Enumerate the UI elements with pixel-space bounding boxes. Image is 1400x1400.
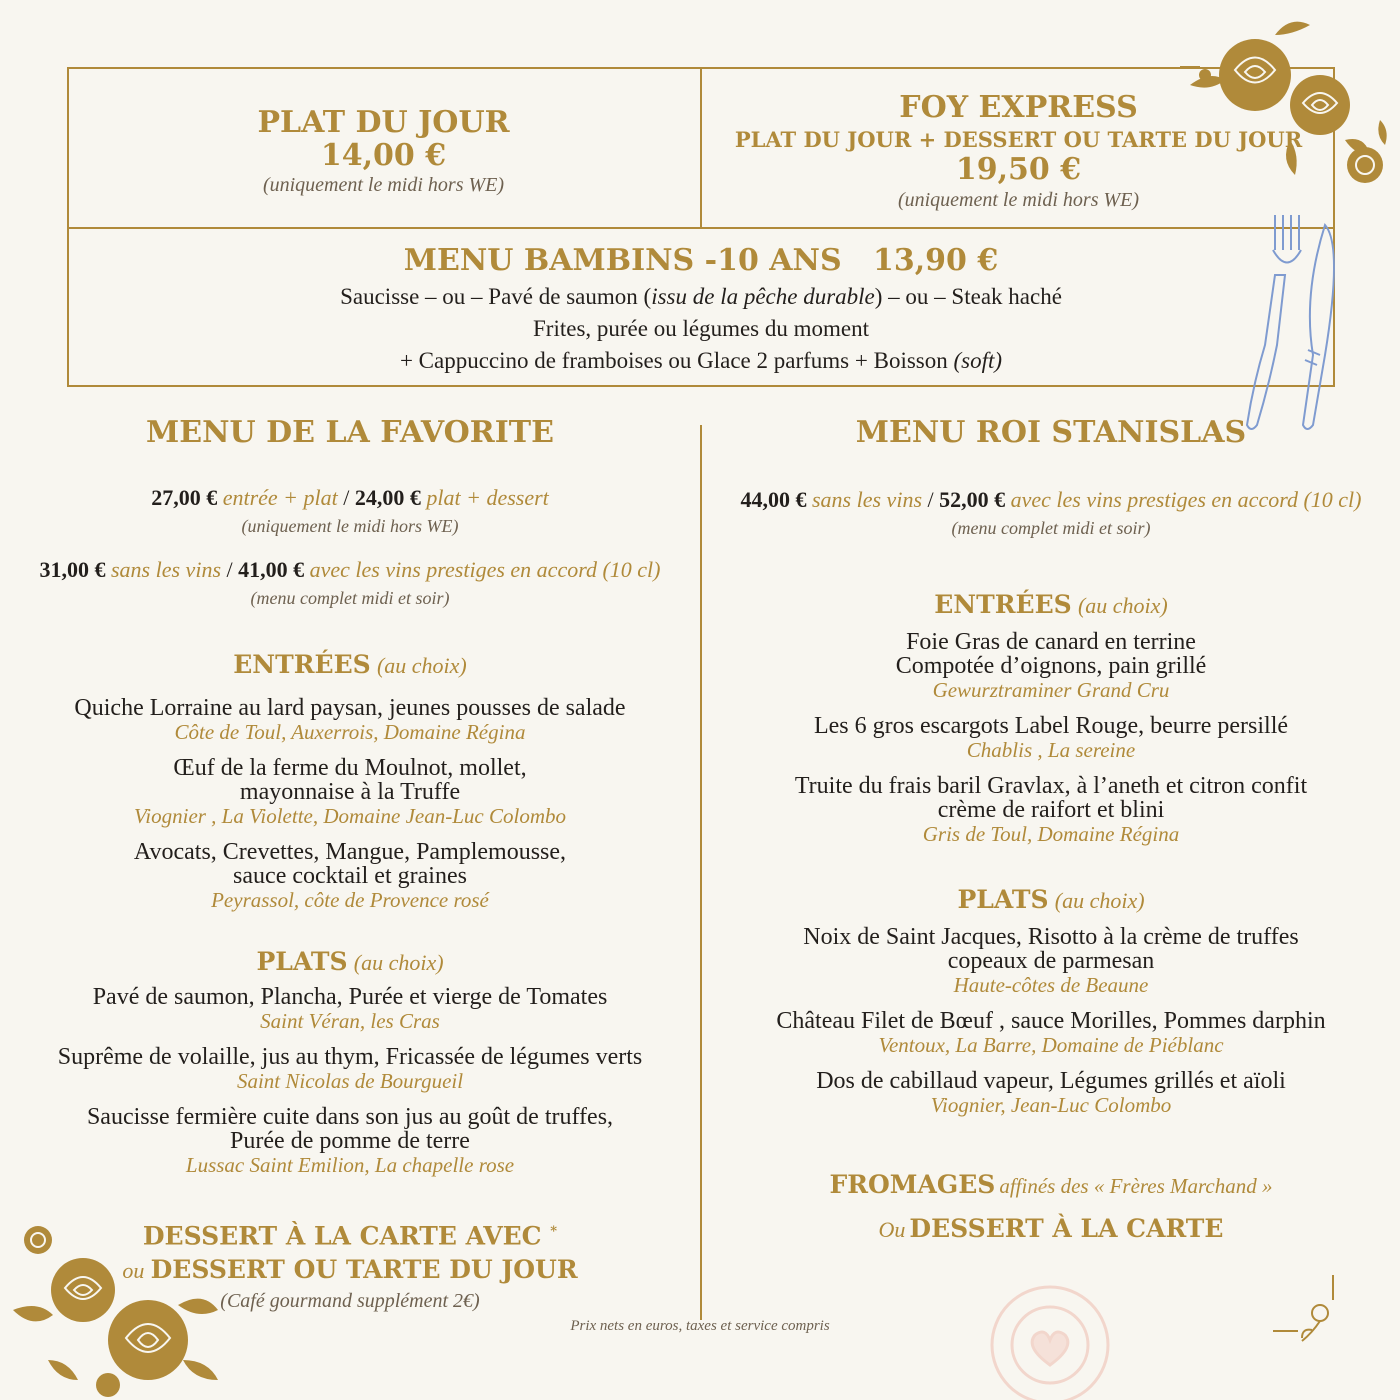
bambins-line-1 — [67, 281, 1335, 313]
menu-favorite — [0, 413, 700, 1314]
bambins-line-1a: Saucisse – ou – Pavé de saumon ( — [340, 284, 652, 309]
favorite-price-line-1: 27,00 € entrée + plat / 24,00 € plat + dessert — [151, 485, 549, 510]
stanislas-price-note: (menu complet midi et soir) — [951, 518, 1151, 538]
favorite-price-note-1: (uniquement le midi hors WE) — [241, 516, 459, 536]
favorite-dessert-2: DESSERT OU TARTE DU JOUR — [150, 1255, 578, 1285]
bambins-line-1c: ) – ou – Steak haché — [874, 284, 1062, 309]
dish-name: Œuf de la ferme du Moulnot, mollet, — [173, 755, 527, 781]
dish-name: Les 6 gros escargots Label Rouge, beurre persillé — [813, 713, 1289, 739]
top-frame-hline — [67, 227, 1335, 229]
wine-pairing: Peyrassol, côte de Provence rosé — [211, 888, 489, 912]
stanislas-price-a: 44,00 € — [740, 487, 807, 512]
coffee-cup-icon — [985, 1280, 1115, 1400]
wine-pairing: Ventoux, La Barre, Domaine de Piéblanc — [878, 1033, 1224, 1057]
favorite-plats-heading — [0, 942, 700, 983]
favorite-price-2a: 31,00 € — [39, 557, 106, 582]
dish-name: Avocats, Crevettes, Mangue, Pamplemousse, — [133, 839, 567, 865]
favorite-price-1b-label: plat + dessert — [426, 485, 549, 510]
stanislas-entree-item — [702, 774, 1400, 846]
stanislas-entrees-choice: (au choix) — [1077, 593, 1168, 618]
stanislas-plats-heading — [702, 880, 1400, 921]
stanislas-entree-item — [702, 630, 1400, 702]
favorite-plat-item — [0, 1105, 700, 1177]
favorite-entrees-title: ENTRÉES — [233, 650, 371, 679]
menu-stanislas — [702, 413, 1400, 1251]
favorite-entrees-choice: (au choix) — [376, 653, 467, 678]
favorite-plats-title: PLATS — [256, 947, 348, 976]
favorite-dessert-ou: ou — [122, 1258, 145, 1284]
wine-pairing: Haute-côtes de Beaune — [953, 973, 1149, 997]
favorite-price-2a-label: sans les vins — [111, 557, 221, 582]
dish-name: Truite du frais baril Gravlax, à l’aneth et citron confit — [794, 773, 1308, 799]
plat-du-jour-note: (uniquement le midi hors WE) — [262, 174, 505, 196]
foy-express-block — [702, 90, 1335, 214]
favorite-price-2b-label: avec les vins prestiges en accord (10 cl) — [309, 557, 661, 582]
dish-name-line-2: copeaux de parmesan — [947, 948, 1155, 974]
bambins-title: MENU BAMBINS -10 ANS 13,90 € — [403, 243, 999, 278]
favorite-price-note-2: (menu complet midi et soir) — [250, 588, 450, 608]
stanislas-plat-item — [702, 1009, 1400, 1057]
bambins-line-1b: issu de la pêche durable — [651, 284, 875, 309]
dish-name: Pavé de saumon, Plancha, Purée et vierge de Tomates — [92, 984, 608, 1010]
wine-pairing: Côte de Toul, Auxerrois, Domaine Régina — [174, 720, 526, 744]
dish-name-line-2: Purée de pomme de terre — [230, 1128, 470, 1154]
foy-express-note: (uniquement le midi hors WE) — [897, 189, 1140, 211]
dish-name: Château Filet de Bœuf , sauce Morilles, Pommes darphin — [776, 1008, 1326, 1034]
favorite-dessert-line-2 — [0, 1253, 700, 1288]
wine-pairing: Lussac Saint Emilion, La chapelle rose — [185, 1153, 515, 1177]
stanislas-fromages-line — [702, 1167, 1400, 1207]
dish-name-line-2: crème de raifort et blini — [937, 797, 1165, 823]
stanislas-dessert: DESSERT À LA CARTE — [909, 1214, 1224, 1243]
stanislas-entree-item — [702, 714, 1400, 762]
stanislas-fromages-note: affinés des « Frères Marchand » — [999, 1174, 1273, 1198]
stanislas-fromages-title: FROMAGES — [829, 1170, 996, 1199]
wine-pairing: Viognier , La Violette, Domaine Jean-Luc Colombo — [134, 804, 566, 828]
bambins-line-3 — [67, 345, 1335, 377]
wine-pairing: Chablis , La sereine — [966, 738, 1136, 762]
dish-name-line-2: mayonnaise à la Truffe — [239, 779, 461, 805]
bambins-line-3b: (soft) — [953, 348, 1003, 373]
foy-express-title: FOY EXPRESS — [899, 90, 1138, 125]
dish-name: Saucisse fermière cuite dans son jus au goût de truffes, — [86, 1104, 614, 1130]
menu-bambins-block — [67, 241, 1335, 377]
stanislas-title: MENU ROI STANISLAS — [855, 415, 1247, 450]
plat-du-jour-block — [67, 106, 700, 198]
favorite-price-1a: 27,00 € — [151, 485, 218, 510]
favorite-entree-item — [0, 840, 700, 912]
stanislas-dessert-ou: Ou — [878, 1217, 906, 1242]
stanislas-entrees-heading — [702, 585, 1400, 626]
dish-name: Noix de Saint Jacques, Risotto à la crème de truffes — [803, 924, 1299, 950]
stanislas-plat-item — [702, 1069, 1400, 1117]
dish-name: Quiche Lorraine au lard paysan, jeunes pousses de salade — [74, 695, 626, 721]
favorite-plats-choice: (au choix) — [353, 950, 444, 975]
favorite-dessert-note: (Café gourmand supplément 2€) — [220, 1290, 480, 1313]
wine-pairing: Saint Véran, les Cras — [260, 1009, 440, 1033]
footer-note: Prix nets en euros, taxes et service compris — [570, 1318, 830, 1334]
favorite-entree-item — [0, 756, 700, 828]
favorite-dessert-1: DESSERT À LA CARTE AVEC — [142, 1221, 542, 1251]
stanislas-entrees-title: ENTRÉES — [934, 590, 1072, 619]
wine-pairing: Gris de Toul, Domaine Régina — [922, 822, 1180, 846]
favorite-title: MENU DE LA FAVORITE — [146, 415, 554, 450]
bambins-line-2: Frites, purée ou légumes du moment — [533, 316, 869, 341]
favorite-plat-item — [0, 1045, 700, 1093]
favorite-entree-item — [0, 696, 700, 744]
stanislas-price-b-label: avec les vins prestiges en accord (10 cl) — [1010, 487, 1362, 512]
favorite-price-2b: 41,00 € — [238, 557, 305, 582]
small-rose-icon — [1270, 1275, 1340, 1350]
favorite-price-1a-label: entrée + plat — [222, 485, 338, 510]
dish-name: Dos de cabillaud vapeur, Légumes grillés et aïoli — [816, 1068, 1286, 1094]
stanislas-price-a-label: sans les vins — [812, 487, 922, 512]
stanislas-dessert-line — [702, 1211, 1400, 1251]
favorite-plat-item — [0, 985, 700, 1033]
favorite-entrees-heading — [0, 645, 700, 686]
favorite-price-1b: 24,00 € — [354, 485, 421, 510]
foy-express-subtitle: PLAT DU JOUR + DESSERT OU TARTE DU JOUR — [734, 127, 1303, 152]
dish-name-line-2: sauce cocktail et graines — [233, 863, 467, 889]
favorite-dessert-line-1 — [0, 1215, 700, 1253]
stanislas-plats-choice: (au choix) — [1054, 888, 1145, 913]
dish-name-line-2: Compotée d’oignons, pain grillé — [895, 653, 1207, 679]
plat-du-jour-price: 14,00 € — [320, 138, 447, 173]
favorite-dessert-star: * — [550, 1224, 558, 1239]
dish-name: Foie Gras de canard en terrine — [906, 629, 1196, 655]
wine-pairing: Saint Nicolas de Bourgueil — [236, 1069, 464, 1093]
wine-pairing: Viognier, Jean-Luc Colombo — [930, 1093, 1172, 1117]
stanislas-price-b: 52,00 € — [939, 487, 1006, 512]
foy-express-price: 19,50 € — [955, 152, 1082, 187]
stanislas-price-line: 44,00 € sans les vins / 52,00 € avec les vins prestiges en accord (10 cl) — [740, 487, 1362, 512]
stanislas-plats-title: PLATS — [957, 885, 1049, 914]
favorite-price-line-2: 31,00 € sans les vins / 41,00 € avec les vins prestiges en accord (10 cl) — [39, 557, 661, 582]
stanislas-plat-item — [702, 925, 1400, 997]
wine-pairing: Gewurztraminer Grand Cru — [932, 678, 1170, 702]
bambins-line-3a: + Cappuccino de framboises ou Glace 2 parfums + Boisson — [399, 348, 954, 373]
plat-du-jour-title: PLAT DU JOUR — [257, 105, 510, 140]
dish-name: Suprême de volaille, jus au thym, Fricassée de légumes verts — [57, 1044, 643, 1070]
